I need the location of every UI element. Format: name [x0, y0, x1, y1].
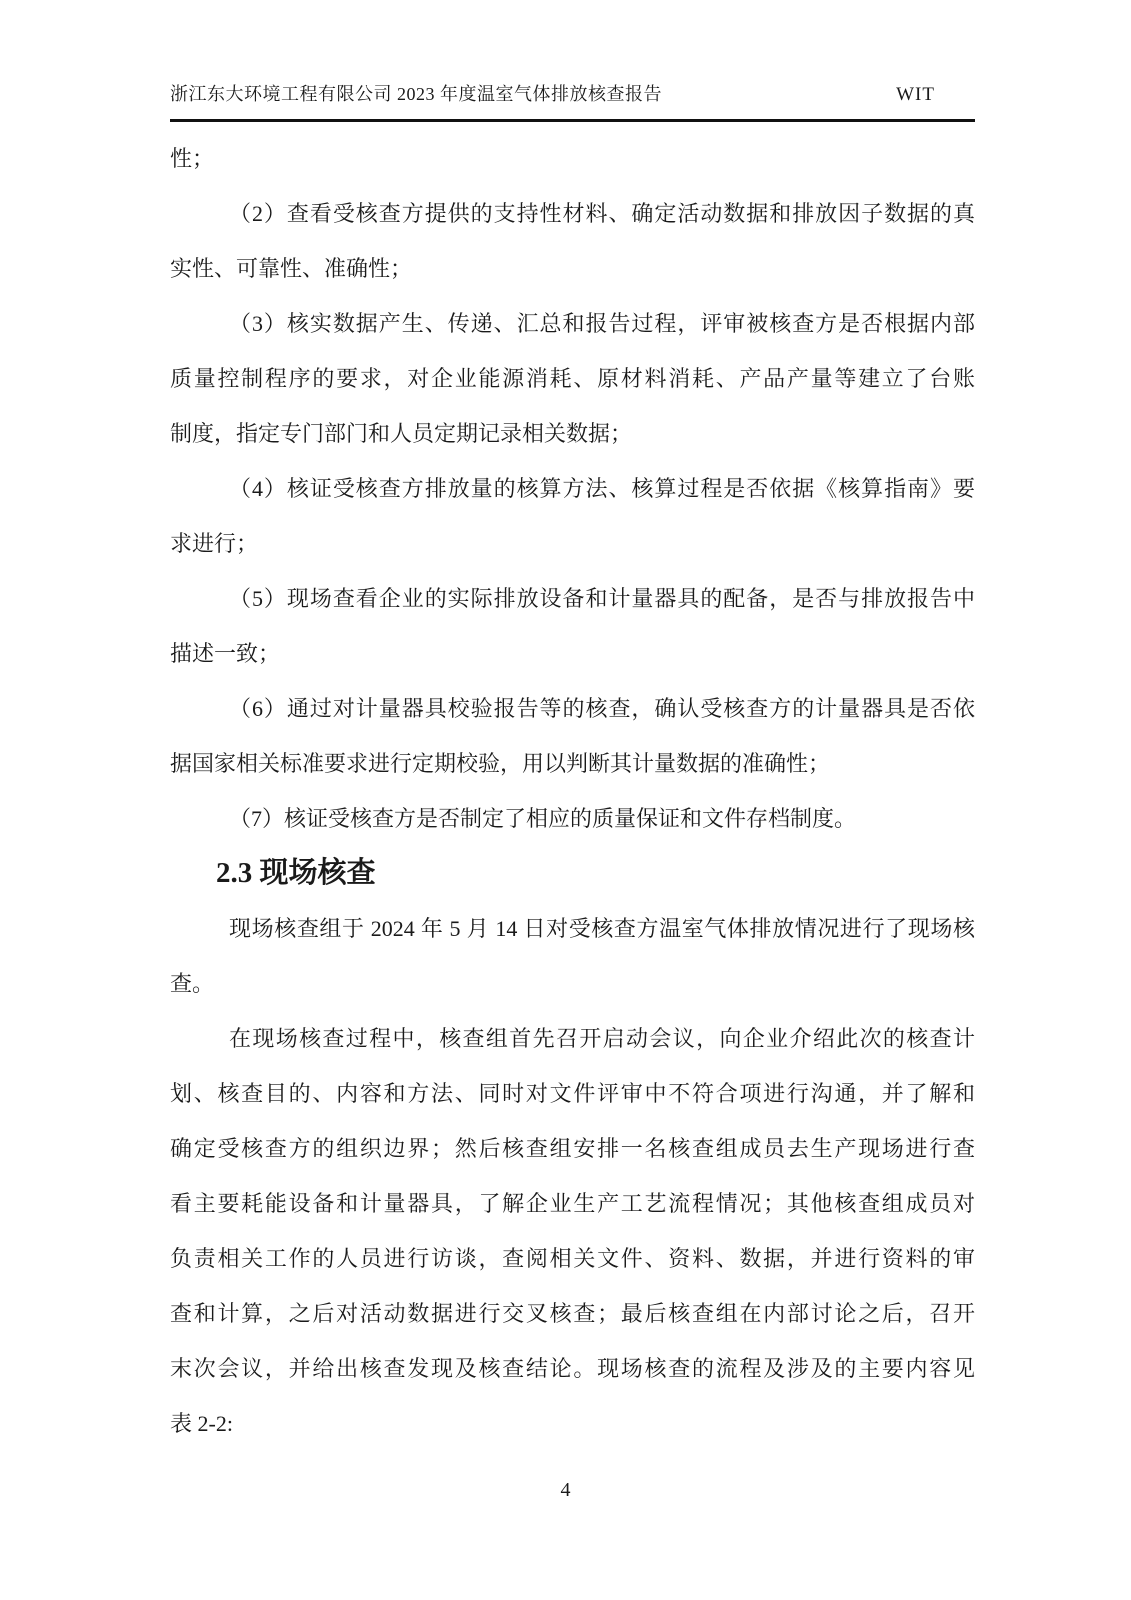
section-heading: 2.3 现场核查 [216, 857, 376, 889]
text-line: （3）核实数据产生、传递、汇总和报告过程，评审被核查方是否根据内部 [229, 311, 975, 336]
text-line: 描述一致； [170, 641, 281, 666]
text-line: 确定受核查方的组织边界；然后核查组安排一名核查组成员去生产现场进行查 [170, 1136, 975, 1161]
text-line: 性； [170, 146, 215, 171]
text-line: 制度，指定专门部门和人员定期记录相关数据； [170, 421, 633, 446]
page-number: 4 [560, 1479, 571, 1501]
page-footer [0, 1477, 1131, 1503]
text-line: 查和计算，之后对活动数据进行交叉核查；最后核查组在内部讨论之后，召开 [170, 1301, 975, 1326]
text-line: 在现场核查过程中，核查组首先召开启动会议，向企业介绍此次的核查计 [229, 1026, 975, 1051]
text-line: （6）通过对计量器具校验报告等的核查，确认受核查方的计量器具是否依 [229, 696, 975, 721]
text-line: （5）现场查看企业的实际排放设备和计量器具的配备，是否与排放报告中 [229, 586, 975, 611]
text-line: （4）核证受核查方排放量的核算方法、核算过程是否依据《核算指南》要 [229, 476, 975, 501]
header-logo-text: WIT [896, 84, 935, 105]
text-line: 表 2-2: [170, 1411, 233, 1436]
text-line: 质量控制程序的要求，对企业能源消耗、原材料消耗、产品产量等建立了台账 [170, 366, 975, 391]
document-body [170, 131, 975, 1451]
text-line: （7）核证受核查方是否制定了相应的质量保证和文件存档制度。 [229, 806, 857, 831]
text-line: 划、核查目的、内容和方法、同时对文件评审中不符合项进行沟通，并了解和 [170, 1081, 975, 1106]
text-line: 查。 [170, 971, 215, 996]
header-title: 浙江东大环境工程有限公司 2023 年度温室气体排放核查报告 [170, 84, 662, 104]
text-line: 现场核查组于 2024 年 5 月 14 日对受核查方温室气体排放情况进行了现场核 [229, 916, 975, 941]
text-line: 末次会议，并给出核查发现及核查结论。现场核查的流程及涉及的主要内容见 [170, 1356, 975, 1381]
text-line: 据国家相关标准要求进行定期校验，用以判断其计量数据的准确性； [170, 751, 831, 776]
text-line: 负责相关工作的人员进行访谈，查阅相关文件、资料、数据，并进行资料的审 [170, 1246, 975, 1271]
text-line: （2）查看受核查方提供的支持性材料、确定活动数据和排放因子数据的真 [229, 201, 975, 226]
text-line: 求进行； [170, 531, 259, 556]
header-rule [170, 119, 975, 122]
page-header [170, 82, 975, 107]
text-line: 实性、可靠性、准确性； [170, 256, 413, 281]
text-line: 看主要耗能设备和计量器具，了解企业生产工艺流程情况；其他核查组成员对 [170, 1191, 975, 1216]
